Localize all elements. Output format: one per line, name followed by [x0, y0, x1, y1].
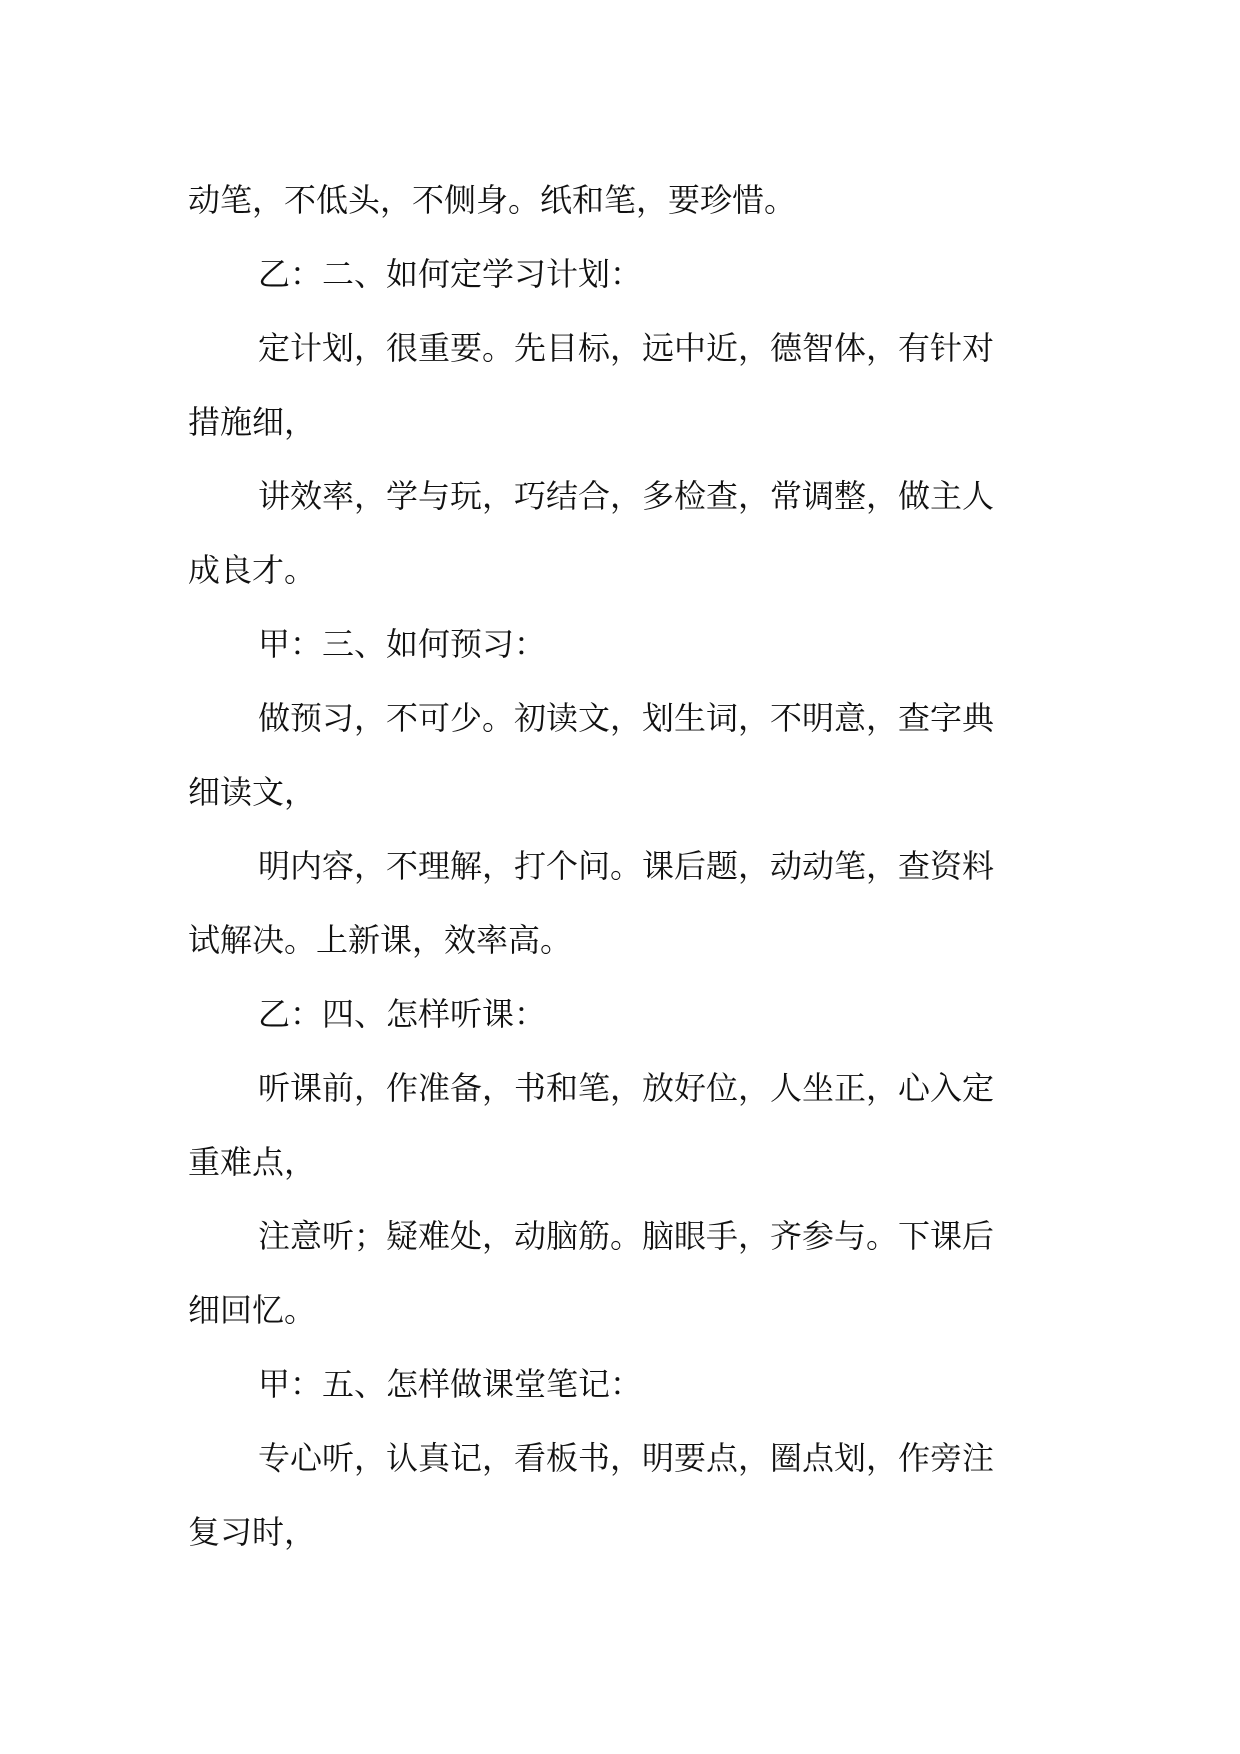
- section-heading: 乙：四、怎样听课：: [258, 995, 547, 1033]
- text-line: 细回忆。: [188, 1291, 317, 1329]
- text-line: 复习时，: [188, 1513, 317, 1551]
- text-line: 试解决。上新课，效率高。: [188, 921, 573, 959]
- text-line: 成良才。: [188, 551, 317, 589]
- text-line: 动笔，不低头，不侧身。纸和笔，要珍惜。: [188, 181, 797, 219]
- text-line: 细读文，: [188, 773, 317, 811]
- text-line: 听课前，作准备，书和笔，放好位，人坐正，心入定: [258, 1069, 995, 1107]
- text-line: 讲效率，学与玩，巧结合，多检查，常调整，做主人: [258, 477, 995, 515]
- section-heading: 乙：二、如何定学习计划：: [258, 255, 643, 293]
- text-line: 专心听，认真记，看板书，明要点，圈点划，作旁注: [258, 1439, 995, 1477]
- text-line: 措施细，: [188, 403, 317, 441]
- text-line: 定计划，很重要。先目标，远中近，德智体，有针对: [258, 329, 995, 367]
- text-line: 明内容，不理解，打个问。课后题，动动笔，查资料: [258, 847, 995, 885]
- text-line: 重难点，: [188, 1143, 317, 1181]
- text-line: 做预习，不可少。初读文，划生词，不明意，查字典: [258, 699, 995, 737]
- section-heading: 甲：三、如何预习：: [258, 625, 547, 663]
- text-line: 注意听；疑难处，动脑筋。脑眼手，齐参与。下课后: [258, 1217, 995, 1255]
- section-heading: 甲：五、怎样做课堂笔记：: [258, 1365, 643, 1403]
